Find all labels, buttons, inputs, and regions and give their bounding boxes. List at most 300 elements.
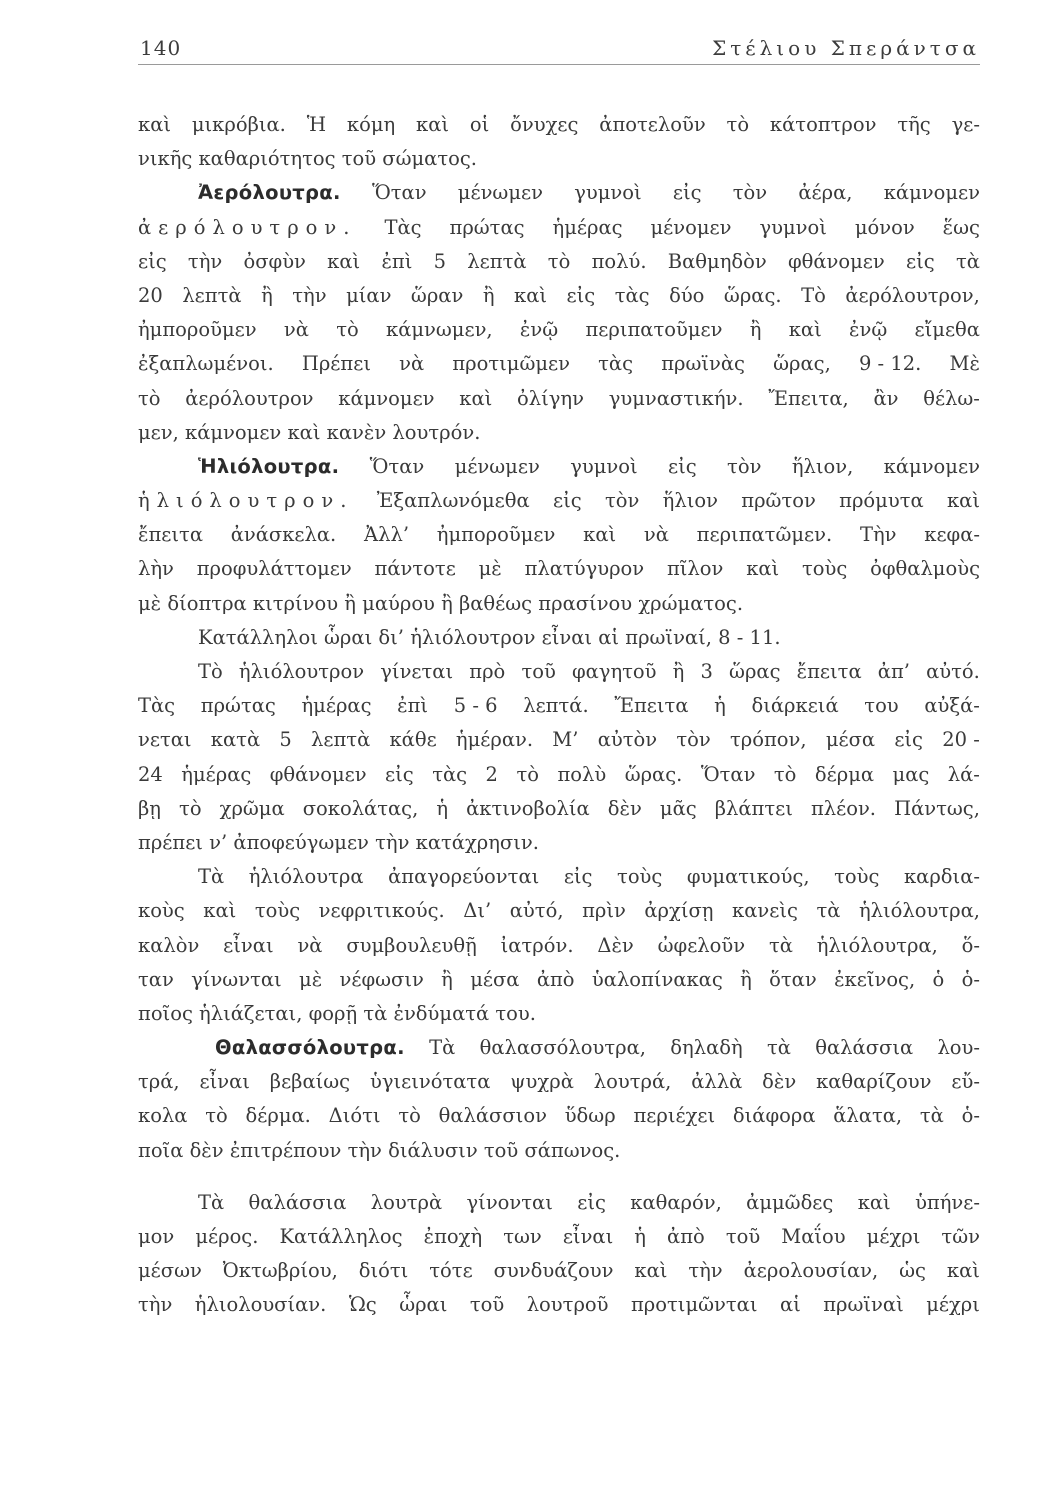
text-line bbox=[138, 552, 980, 586]
word: καθαρίζουν bbox=[816, 1070, 932, 1094]
text-line bbox=[138, 108, 980, 142]
word: ἡμέρας bbox=[301, 694, 372, 718]
word: δηλαδὴ bbox=[670, 1036, 743, 1060]
word: 9 - 12. bbox=[858, 352, 922, 376]
word: ἕως bbox=[942, 215, 980, 239]
word: ἥλιον, bbox=[791, 454, 854, 478]
word: Τὰς bbox=[138, 694, 176, 718]
word: του bbox=[864, 694, 899, 718]
word: μίαν bbox=[346, 283, 392, 307]
word: τὴν bbox=[292, 283, 327, 307]
word: νεφριτικούς. bbox=[318, 899, 445, 923]
word: ὥρας bbox=[729, 660, 781, 683]
word: τοῦ bbox=[469, 1293, 505, 1317]
word: νὰ bbox=[297, 933, 323, 957]
word: θαλάσσιον bbox=[438, 1104, 547, 1128]
text-line bbox=[138, 1186, 980, 1220]
word: τὸ bbox=[336, 318, 359, 342]
word: νικῆς καθαριότητος τοῦ σώματος. bbox=[138, 147, 478, 171]
word: δέρμα bbox=[814, 762, 875, 786]
word: ἡλιόλουτρα bbox=[248, 865, 364, 889]
word: μένομεν bbox=[650, 215, 732, 239]
word: τότε bbox=[429, 1259, 473, 1283]
text-line bbox=[138, 860, 980, 894]
word: θαλασσόλουτρα, bbox=[479, 1036, 646, 1060]
word: εἶναι bbox=[223, 933, 274, 957]
word: γυμνοὶ bbox=[759, 215, 827, 239]
word: προτιμῶμεν bbox=[452, 352, 570, 376]
word: συνδυάζουν bbox=[493, 1259, 614, 1283]
text-line bbox=[138, 894, 980, 928]
word: δὲν bbox=[762, 1070, 797, 1094]
word: τὰς bbox=[614, 283, 650, 307]
word: 24 bbox=[138, 762, 163, 786]
word: Ἡ bbox=[306, 113, 327, 136]
word: εἰς bbox=[563, 865, 593, 889]
word: πρὶν bbox=[582, 899, 626, 923]
word: ἢ bbox=[482, 283, 495, 307]
word: Τὰ bbox=[429, 1036, 456, 1060]
word: νέφωσιν bbox=[339, 967, 424, 991]
word: τῶν bbox=[941, 1225, 980, 1248]
word: λουτρά, bbox=[593, 1070, 672, 1094]
word: προφυλάττομεν bbox=[196, 557, 352, 581]
word: καρδια- bbox=[903, 865, 980, 889]
word: ἢ bbox=[740, 967, 752, 991]
word: ἂν bbox=[873, 386, 899, 410]
word: τοῦ bbox=[725, 1225, 761, 1248]
word: τοὺς bbox=[802, 557, 848, 581]
word: μον bbox=[138, 1225, 175, 1248]
word: ὑπήνε- bbox=[915, 1190, 980, 1214]
word: ἀπὸ bbox=[667, 1225, 705, 1248]
word: ὅ- bbox=[961, 933, 980, 957]
word: τρόπον, bbox=[729, 728, 807, 752]
word: γυμναστικήν. bbox=[608, 386, 744, 410]
word: τοὺς bbox=[254, 899, 301, 923]
word: μέσα bbox=[470, 967, 520, 991]
word: περιπατοῦμεν bbox=[585, 318, 723, 342]
word: μεν, κάμνομεν καὶ κανὲν λουτρόν. bbox=[138, 420, 481, 444]
word: Κατάλληλος bbox=[279, 1225, 403, 1248]
word: πλατύγυρον bbox=[524, 557, 645, 581]
word: Τὸ bbox=[198, 660, 223, 683]
word: πρώτας bbox=[449, 215, 525, 239]
word: ἐποχὴ bbox=[423, 1225, 483, 1248]
word: ὁ- bbox=[961, 1104, 980, 1128]
word: ὁ- bbox=[961, 967, 980, 991]
word: ἠμποροῦμεν bbox=[436, 523, 556, 547]
word: πῖλον bbox=[666, 557, 724, 581]
text-line bbox=[138, 655, 980, 689]
word: φθάνομεν bbox=[787, 249, 885, 273]
text-line bbox=[138, 1031, 980, 1065]
word: ἐνῷ bbox=[519, 318, 559, 342]
page-header bbox=[138, 34, 980, 65]
word: ἐπὶ bbox=[397, 694, 429, 718]
word: κεφα- bbox=[924, 523, 980, 547]
word: ἡλιόλουτρον bbox=[238, 660, 365, 683]
word: γε- bbox=[951, 113, 980, 136]
word: εἰς bbox=[566, 283, 596, 307]
word: ἐκεῖνος, bbox=[834, 967, 916, 991]
word: ἀκτινοβολία bbox=[466, 796, 590, 820]
word: δὲν bbox=[607, 796, 642, 820]
word: λουτρὰ bbox=[370, 1190, 443, 1214]
word: ἡμέρας bbox=[552, 215, 623, 239]
word: μὲ bbox=[299, 967, 323, 991]
word: κάμνομεν bbox=[883, 454, 980, 478]
word: τὸ bbox=[179, 796, 202, 820]
word: μικρόβια. bbox=[191, 113, 286, 136]
word: καὶ bbox=[459, 386, 493, 410]
word: τὴν bbox=[138, 1293, 173, 1317]
word: καὶ bbox=[746, 557, 780, 581]
word: τὸν bbox=[676, 728, 711, 752]
word: Ὅταν bbox=[371, 181, 427, 205]
section-heading: Ἡλιόλουτρα. bbox=[198, 454, 340, 478]
word: τὸ bbox=[398, 1104, 421, 1128]
word: ἅλατα, bbox=[833, 1104, 903, 1128]
word: βλάπτει bbox=[714, 796, 793, 820]
word: τὰς bbox=[598, 352, 634, 376]
word: διάρκειά bbox=[751, 694, 839, 718]
word: εἰς bbox=[894, 728, 923, 752]
word: τοὺς bbox=[834, 865, 880, 889]
word: Πάντως, bbox=[894, 796, 980, 820]
text-line bbox=[138, 689, 980, 723]
word: θαλάσσια bbox=[248, 1190, 347, 1214]
text-line bbox=[138, 518, 980, 552]
word: δύο bbox=[669, 283, 705, 307]
word: Τὰ bbox=[198, 1190, 225, 1214]
word: ἢ bbox=[441, 967, 453, 991]
word: καὶ bbox=[327, 249, 361, 273]
word: μένωμεν bbox=[457, 181, 543, 205]
word: δέρμα. bbox=[245, 1104, 311, 1128]
word: μέχρι bbox=[926, 1293, 980, 1317]
word: κάτοπτρον bbox=[769, 113, 877, 136]
text-line bbox=[138, 245, 980, 279]
word: Ὅταν bbox=[369, 454, 425, 478]
word: κάμνωμεν, bbox=[386, 318, 493, 342]
word: πάντοτε bbox=[374, 557, 456, 581]
word: ἀπαγορεύονται bbox=[388, 865, 540, 889]
word: καὶ bbox=[634, 1259, 668, 1283]
word: ὅταν bbox=[769, 967, 817, 991]
word: εἶναι bbox=[562, 1225, 614, 1248]
word: βῃ bbox=[138, 796, 161, 820]
word: ὀσφὺν bbox=[243, 249, 306, 273]
word: ποῖος ἡλιάζεται, φορῇ τὰ ἐνδύματά του. bbox=[138, 1001, 536, 1025]
word: ἡλιολουσίαν. bbox=[194, 1293, 327, 1317]
word: ἢ bbox=[749, 318, 762, 342]
word: Ἔπειτα bbox=[614, 694, 689, 718]
paragraph-gap bbox=[138, 1168, 980, 1186]
word: Ὡς bbox=[348, 1293, 377, 1317]
text-line bbox=[138, 484, 980, 518]
word: αὐτό, bbox=[509, 899, 564, 923]
word: ἢ bbox=[672, 660, 685, 683]
text-line bbox=[138, 1288, 980, 1322]
word: ὑαλοπίνακας bbox=[591, 967, 723, 991]
text-line bbox=[138, 450, 980, 484]
word: Μ’ bbox=[552, 728, 579, 752]
word: τὰ bbox=[768, 933, 793, 957]
word: κόμη bbox=[346, 113, 396, 136]
word: σοκολάτας, bbox=[302, 796, 419, 820]
word: αὐξά- bbox=[924, 694, 980, 718]
word: Κατάλληλοι ὧραι δι’ ἡλιόλουτρον εἶναι αἱ πρωϊναί, 8 - 11. bbox=[198, 625, 781, 649]
word: ἡλιόλουτρα, bbox=[858, 899, 980, 923]
word: πρόμυτα bbox=[839, 489, 924, 513]
word: τὰ bbox=[955, 249, 980, 273]
text-line bbox=[138, 279, 980, 313]
word: θαλάσσια bbox=[815, 1036, 914, 1060]
word: ἀερόλουτρον. bbox=[138, 215, 357, 239]
word: ὁ bbox=[932, 967, 945, 991]
word: τὸν bbox=[727, 454, 762, 478]
body-text bbox=[138, 108, 980, 1323]
word: ἀποτελοῦν bbox=[599, 113, 706, 136]
text-line bbox=[138, 416, 980, 450]
word: ἀπ’ bbox=[877, 660, 910, 683]
word: εἰς bbox=[577, 1190, 606, 1214]
word: νὰ bbox=[283, 318, 309, 342]
page-number: 140 bbox=[140, 36, 182, 60]
word: μέρος. bbox=[195, 1225, 259, 1248]
word: αἱ bbox=[779, 1293, 801, 1317]
word: λεπτὰ bbox=[467, 249, 527, 273]
word: κατὰ bbox=[210, 728, 261, 752]
word: ὀφθαλμοὺς bbox=[870, 557, 980, 581]
section-heading: Θαλασσόλουτρα. bbox=[215, 1036, 405, 1060]
word: ἡμέρας bbox=[181, 762, 252, 786]
text-line bbox=[138, 347, 980, 381]
word: τῆς bbox=[897, 113, 931, 136]
text-line bbox=[138, 313, 980, 347]
word: γίνονται bbox=[466, 1190, 553, 1214]
word: τοὺς bbox=[617, 865, 663, 889]
word: ἡ bbox=[714, 694, 726, 718]
word: ἀρχίσῃ bbox=[644, 899, 714, 923]
word: ὄνυχες bbox=[510, 113, 579, 136]
word: τὸ bbox=[726, 113, 750, 136]
word: καλὸν bbox=[138, 933, 200, 957]
word: ἡ bbox=[634, 1225, 646, 1248]
word: καὶ bbox=[857, 1190, 891, 1214]
word: αὐτὸν bbox=[597, 728, 658, 752]
word: Βαθμηδὸν bbox=[667, 249, 767, 273]
word: πολύ. bbox=[591, 249, 647, 273]
word: νὰ bbox=[643, 523, 669, 547]
word: καὶ bbox=[788, 318, 822, 342]
word: ὑγιεινότατα bbox=[369, 1070, 491, 1094]
word: Ὅταν bbox=[700, 762, 756, 786]
word: τὰ bbox=[816, 899, 841, 923]
text-line bbox=[138, 621, 980, 655]
word: Τὸ bbox=[801, 283, 826, 307]
word: μὲ bbox=[478, 557, 502, 581]
text-line bbox=[138, 176, 980, 210]
word: τὸν bbox=[732, 181, 768, 205]
word: Δὲν bbox=[597, 933, 634, 957]
word: εἶναι bbox=[199, 1070, 250, 1094]
word: 5 - 6 bbox=[453, 694, 498, 718]
word: περιπατῶμεν. bbox=[696, 523, 833, 547]
text-line bbox=[138, 1099, 980, 1133]
word: ὠφελοῦν bbox=[657, 933, 746, 957]
word: τὸ bbox=[773, 762, 797, 786]
section-heading: Ἀερόλουτρα. bbox=[198, 181, 341, 205]
word: ἔπειτα bbox=[138, 523, 203, 547]
word: πολὺ bbox=[557, 762, 607, 786]
word: κολα bbox=[138, 1104, 188, 1128]
word: διάφορα bbox=[732, 1104, 816, 1128]
word: ἀέρα, bbox=[798, 181, 853, 205]
word: κανεὶς bbox=[732, 899, 798, 923]
text-line bbox=[138, 963, 980, 997]
word: θέλω- bbox=[923, 386, 980, 410]
text-line bbox=[138, 758, 980, 792]
word: ἔπειτα bbox=[796, 660, 862, 683]
word: ἀερολουσίαν, bbox=[743, 1259, 879, 1283]
word: Διότι bbox=[328, 1104, 381, 1128]
word: 2 bbox=[485, 762, 498, 786]
word: περιέχει bbox=[633, 1104, 716, 1128]
word: συμβουλευθῇ bbox=[346, 933, 477, 957]
word: καὶ bbox=[946, 1259, 980, 1283]
word: πρωϊνὰς bbox=[661, 352, 745, 376]
word: μὲ δίοπτρα κιτρίνου ἢ μαύρου ἢ βαθέως πρασίνου χρώματος. bbox=[138, 591, 744, 615]
word: μένωμεν bbox=[454, 454, 540, 478]
word: ἡμέραν. bbox=[455, 728, 534, 752]
word: ἀερόλουτρον, bbox=[845, 283, 980, 307]
word: λουτροῦ bbox=[526, 1293, 609, 1317]
word: μέσα bbox=[825, 728, 876, 752]
word: τὴν bbox=[688, 1259, 723, 1283]
word: ὥρας, bbox=[773, 352, 831, 376]
word: ὥρας. bbox=[723, 283, 782, 307]
word: κάμνομεν bbox=[883, 181, 980, 205]
word: λου- bbox=[937, 1036, 980, 1060]
running-head: Στέλιου Σπεράντσα bbox=[712, 36, 980, 60]
word: γυμνοὶ bbox=[574, 181, 642, 205]
word: νὰ bbox=[399, 352, 425, 376]
word: τρά, bbox=[138, 1070, 180, 1094]
word: 5 bbox=[279, 728, 292, 752]
word: εἰς bbox=[385, 762, 414, 786]
word: τὰ bbox=[766, 1036, 791, 1060]
word: ψυχρὰ bbox=[510, 1070, 574, 1094]
text-line bbox=[138, 211, 980, 245]
word: Μὲ bbox=[949, 352, 980, 376]
word: οἱ bbox=[469, 113, 490, 136]
word: Πρέπει bbox=[301, 352, 371, 376]
word: ἀπὸ bbox=[536, 967, 575, 991]
word: λὴν bbox=[138, 557, 174, 581]
word: ἀλλὰ bbox=[691, 1070, 743, 1094]
word: ἠμποροῦμεν bbox=[138, 318, 257, 342]
word: εἴμεθα bbox=[914, 318, 980, 342]
word: ἐπὶ bbox=[381, 249, 413, 273]
word: καὶ bbox=[946, 489, 980, 513]
word: αὐτό. bbox=[926, 660, 980, 683]
word: ἀερόλουτρον bbox=[185, 386, 314, 410]
word: διότι bbox=[358, 1259, 409, 1283]
word: πρῶτον bbox=[741, 489, 816, 513]
word: εἰς bbox=[552, 489, 582, 513]
word: πρέπει ν’ ἀποφεύγωμεν τὴν κατάχρησιν. bbox=[138, 830, 539, 854]
word: ἐξαπλωμένοι. bbox=[138, 352, 274, 376]
word: Τὴν bbox=[859, 523, 897, 547]
word: ποῖα δὲν ἐπιτρέπουν τὴν διάλυσιν τοῦ σάπωνος. bbox=[138, 1138, 621, 1162]
word: Ἐξαπλωνόμεθα bbox=[376, 489, 530, 513]
word: μέχρι bbox=[866, 1225, 921, 1248]
word: ἰατρόν. bbox=[500, 933, 574, 957]
word: μᾶς bbox=[659, 796, 697, 820]
word: τὰς bbox=[432, 762, 468, 786]
text-line bbox=[138, 1254, 980, 1288]
word: τὰ bbox=[919, 1104, 944, 1128]
word: κοὺς bbox=[138, 899, 185, 923]
word: καὶ bbox=[203, 899, 237, 923]
word: κάθε bbox=[389, 728, 437, 752]
word: τοῦ bbox=[521, 660, 556, 683]
word: 3 bbox=[700, 660, 713, 683]
word: ὕδωρ bbox=[564, 1104, 616, 1128]
word: χρῶμα bbox=[219, 796, 285, 820]
word: Τὰς bbox=[384, 215, 422, 239]
word: 5 bbox=[433, 249, 447, 273]
word: εἰς bbox=[672, 181, 702, 205]
word: νεται bbox=[138, 728, 192, 752]
text-line bbox=[138, 723, 980, 757]
text-line bbox=[138, 142, 980, 176]
text-line bbox=[138, 382, 980, 416]
word: Ἔπειτα, bbox=[768, 386, 849, 410]
text-line bbox=[138, 587, 980, 621]
word: πλέον. bbox=[810, 796, 877, 820]
word: καὶ bbox=[583, 523, 617, 547]
word: μέσων bbox=[138, 1259, 202, 1283]
word: εἰς bbox=[138, 249, 167, 273]
word: ἀνάσκελα. bbox=[230, 523, 337, 547]
word: ἢ bbox=[261, 283, 273, 307]
word: ὥρας. bbox=[624, 762, 683, 786]
word: ἐνῷ bbox=[849, 318, 888, 342]
word: ἡλιόλουτρον. bbox=[138, 489, 354, 513]
word: τὸ bbox=[138, 386, 161, 410]
word: ὥραν bbox=[410, 283, 464, 307]
word: φθάνομεν bbox=[269, 762, 367, 786]
word: φυματικούς, bbox=[686, 865, 810, 889]
word: 20 - bbox=[942, 728, 980, 752]
word: ἥλιον bbox=[662, 489, 718, 513]
word: καὶ bbox=[416, 113, 450, 136]
word: λά- bbox=[947, 762, 980, 786]
word: φαγητοῦ bbox=[571, 660, 657, 683]
word: Ὀκτωβρίου, bbox=[222, 1259, 338, 1283]
word: λεπτὰ bbox=[182, 283, 242, 307]
word: ἡ bbox=[436, 796, 449, 820]
word: γίνωνται bbox=[191, 967, 282, 991]
word: τὴν bbox=[187, 249, 223, 273]
word: Δι’ bbox=[463, 899, 492, 923]
text-line bbox=[138, 826, 980, 860]
word: ἀμμῶδες bbox=[746, 1190, 834, 1214]
word: πρώτας bbox=[200, 694, 276, 718]
